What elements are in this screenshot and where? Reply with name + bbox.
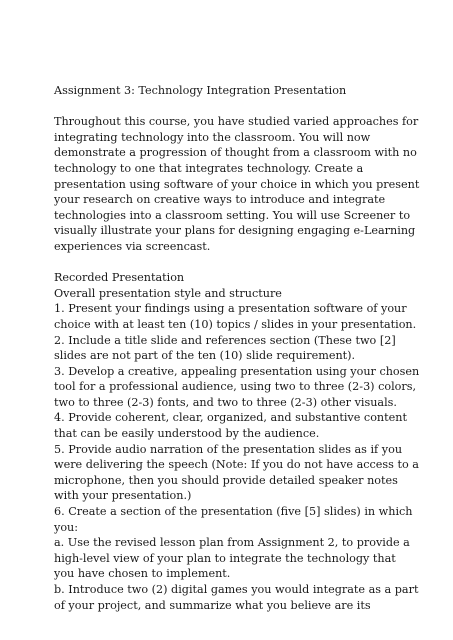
intro-line: demonstrate a progression of thought from a classroom with no [54,146,417,160]
list-item-line: tool for a professional audience, using two to three (2-3) colors, [54,380,417,394]
document-body [54,83,420,613]
list-item-line: choice with at least ten (10) topics / slides in your presentation. [54,317,417,331]
subsection-heading: Overall presentation style and structure [54,286,282,300]
list-item-line: were delivering the speech (Note: If you do not have access to a [54,458,419,472]
paragraph-spacer [54,255,414,271]
list-item-line: that can be easily understood by the audience. [54,427,320,441]
list-item-line: 5. Provide audio narration of the presentation slides as if you [54,442,403,456]
requirements-list [54,301,420,613]
list-item-line: you: [54,520,79,534]
intro-line: integrating technology into the classroom. You will now [54,130,371,144]
list-item-line: 6. Create a section of the presentation (five [5] slides) in which [54,505,413,519]
list-item-line: microphone, then you should provide detailed speaker notes [54,473,398,487]
list-item-line: 1. Present your findings using a presentation software of your [54,302,407,316]
list-item-line: 2. Include a title slide and references section (These two [2] [54,333,396,347]
paragraph-spacer [54,99,414,115]
intro-line: technology to one that integrates technology. Create a [54,161,364,175]
section-heading: Recorded Presentation [54,271,185,285]
intro-line: visually illustrate your plans for designing engaging e-Learning [54,224,416,238]
list-item-line: a. Use the revised lesson plan from Assignment 2, to provide a [54,536,410,550]
list-item-line: two to three (2-3) fonts, and two to three (2-3) other visuals. [54,395,397,409]
list-item-line: you have chosen to implement. [54,567,231,581]
intro-paragraph [54,114,420,254]
list-item-line: high-level view of your plan to integrate the technology that [54,551,396,565]
list-item-line: b. Introduce two (2) digital games you would integrate as a part [54,583,419,596]
intro-line: Throughout this course, you have studied varied approaches for [54,115,419,129]
intro-line: presentation using software of your choice in which you present [54,177,420,191]
list-item-line: of your project, and summarize what you believe are its [54,598,371,612]
intro-line: technologies into a classroom setting. You will use Screener to [54,208,411,222]
list-item-line: slides are not part of the ten (10) slide requirement). [54,349,356,363]
intro-line: your research on creative ways to introduce and integrate [54,193,386,207]
list-item-line: 3. Develop a creative, appealing presentation using your chosen [54,364,420,378]
document-title: Assignment 3: Technology Integration Presentation [54,84,347,97]
list-item-line: with your presentation.) [54,489,192,503]
list-item-line: 4. Provide coherent, clear, organized, and substantive content [54,411,407,425]
intro-line: experiences via screencast. [54,239,211,253]
